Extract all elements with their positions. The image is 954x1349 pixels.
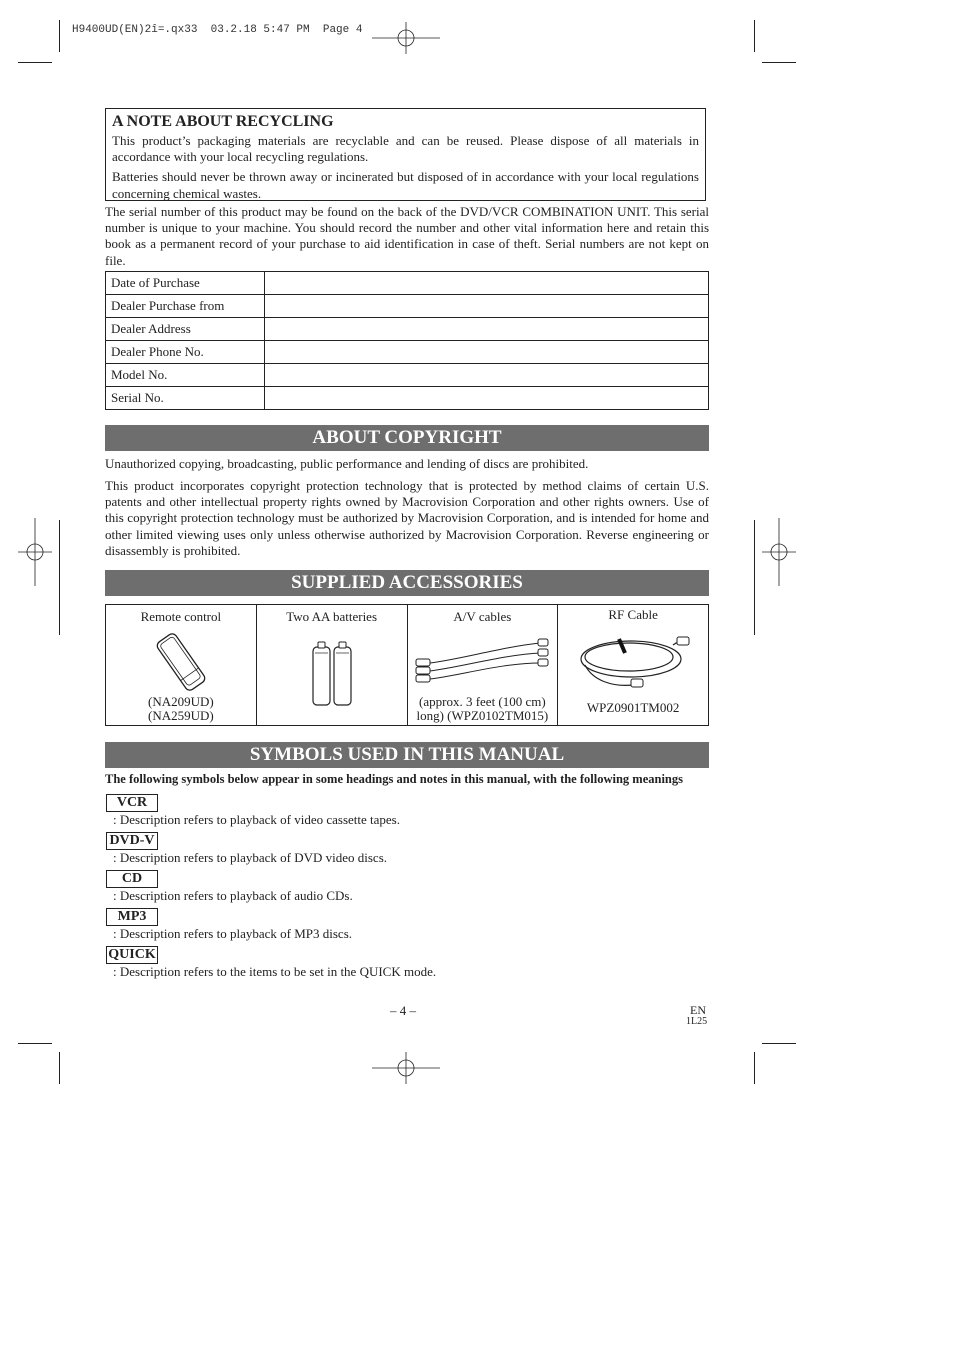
accessory-name: Remote control bbox=[140, 609, 222, 624]
record-field-value bbox=[265, 295, 709, 318]
crop-mark bbox=[754, 520, 755, 635]
table-row bbox=[106, 341, 709, 364]
rf-cable-icon bbox=[573, 625, 693, 695]
recycling-paragraph: Batteries should never be thrown away or incinerated but disposed of in accordance with your local regulations concerning chemical wastes. bbox=[112, 169, 699, 201]
symbol-label-vcr: VCR bbox=[106, 794, 158, 812]
record-field-value bbox=[265, 364, 709, 387]
accessory-cell bbox=[407, 605, 558, 726]
accessory-cell bbox=[558, 605, 709, 726]
table-row bbox=[106, 364, 709, 387]
print-slug: H9400UD(EN)2î=.qx33 03.2.18 5:47 PM Page 4 bbox=[72, 24, 363, 36]
symbol-description: : Description refers to playback of audio CDs. bbox=[113, 888, 353, 903]
crop-mark bbox=[754, 1052, 755, 1084]
accessory-model: (NA209UD) bbox=[148, 694, 214, 709]
symbol-label-dvd-v: DVD-V bbox=[106, 832, 158, 850]
crop-mark bbox=[18, 1043, 52, 1044]
symbol-description: : Description refers to the items to be set in the QUICK mode. bbox=[113, 964, 437, 979]
record-field-label: Date of Purchase bbox=[106, 272, 265, 295]
symbol-description: : Description refers to playback of MP3 discs. bbox=[113, 926, 353, 941]
record-field-label: Dealer Address bbox=[106, 318, 265, 341]
table-row bbox=[106, 387, 709, 410]
record-field-label: Dealer Phone No. bbox=[106, 341, 265, 364]
accessory-note bbox=[106, 695, 256, 723]
copyright-heading: ABOUT COPYRIGHT bbox=[105, 425, 709, 451]
symbol-description: : Description refers to playback of video cassette tapes. bbox=[113, 812, 400, 827]
crop-mark bbox=[59, 20, 60, 52]
record-field-value bbox=[265, 318, 709, 341]
crop-mark bbox=[59, 520, 60, 635]
registration-mark-icon bbox=[18, 518, 52, 586]
copyright-paragraph: This product incorporates copyright protection technology that is protected by method claims of certain U.S. patents and other intellectual property rights owned by Macrovision Corporation and other rights owners. Use of this copyright protection technology must be authorized by Macrovision Corporation, and is intended for home and other limited viewing uses only unless otherwise authorized by Macrovision Corporation. Reverse engineering or disassembly is prohibited. bbox=[105, 478, 709, 558]
record-field-label: Serial No. bbox=[106, 387, 265, 410]
table-row bbox=[106, 605, 709, 726]
symbol-label-quick: QUICK bbox=[106, 946, 158, 964]
page-number: – 4 – bbox=[390, 1003, 416, 1018]
recycling-title: A NOTE ABOUT RECYCLING bbox=[112, 113, 334, 130]
symbols-intro: The following symbols below appear in some headings and notes in this manual, with the following meanings bbox=[105, 772, 683, 786]
copyright-paragraph: Unauthorized copying, broadcasting, public performance and lending of discs are prohibited. bbox=[105, 456, 589, 471]
accessory-note bbox=[558, 701, 708, 715]
crop-mark bbox=[762, 1043, 796, 1044]
av-cables-icon bbox=[412, 633, 552, 693]
serial-number-note: The serial number of this product may be found on the back of the DVD/VCR COMBINATION UNIT. This serial number is unique to your machine. You should record the number and other vital information here and retain this book as a permanent record of your purchase to aid identification in case of theft. Serial numbers are not kept on file. bbox=[105, 204, 709, 268]
accessory-name: Two AA batteries bbox=[286, 609, 378, 624]
accessory-model: long) (WPZ0102TM015) bbox=[416, 708, 549, 723]
symbol-description: : Description refers to playback of DVD video discs. bbox=[113, 850, 388, 865]
accessory-model: (approx. 3 feet (100 cm) bbox=[419, 694, 546, 709]
table-row bbox=[106, 295, 709, 318]
document-code: 1L25 bbox=[686, 1016, 708, 1027]
record-field-label: Model No. bbox=[106, 364, 265, 387]
accessory-cell bbox=[106, 605, 257, 726]
crop-mark bbox=[59, 1052, 60, 1084]
accessory-name: A/V cables bbox=[453, 609, 512, 624]
record-field-label: Dealer Purchase from bbox=[106, 295, 265, 318]
crop-mark bbox=[754, 20, 755, 52]
registration-mark-icon bbox=[372, 22, 440, 54]
accessories-heading: SUPPLIED ACCESSORIES bbox=[105, 570, 709, 596]
table-row bbox=[106, 272, 709, 295]
recycling-paragraph: This product’s packaging materials are recyclable and can be reused. Please dispose of all materials in accordance with your local recycling regulations. bbox=[112, 133, 699, 165]
symbol-label-cd: CD bbox=[106, 870, 158, 888]
accessories-table bbox=[105, 604, 709, 726]
record-field-value bbox=[265, 341, 709, 364]
record-field-value bbox=[265, 387, 709, 410]
record-field-value bbox=[265, 272, 709, 295]
recycling-note-box bbox=[105, 108, 706, 201]
purchase-record-table bbox=[105, 271, 709, 410]
registration-mark-icon bbox=[762, 518, 796, 586]
symbol-label-mp3: MP3 bbox=[106, 908, 158, 926]
registration-mark-icon bbox=[372, 1052, 440, 1084]
batteries-icon bbox=[307, 641, 357, 707]
symbols-heading: SYMBOLS USED IN THIS MANUAL bbox=[105, 742, 709, 768]
accessory-model: WPZ0901TM002 bbox=[586, 700, 680, 715]
table-row bbox=[106, 318, 709, 341]
crop-mark bbox=[762, 62, 796, 63]
crop-mark bbox=[18, 62, 52, 63]
accessory-note bbox=[408, 695, 558, 723]
remote-control-icon bbox=[146, 631, 216, 693]
accessory-name: RF Cable bbox=[608, 607, 658, 622]
accessory-model: (NA259UD) bbox=[148, 708, 214, 723]
language-code: EN bbox=[690, 1003, 706, 1017]
accessory-cell bbox=[256, 605, 407, 726]
